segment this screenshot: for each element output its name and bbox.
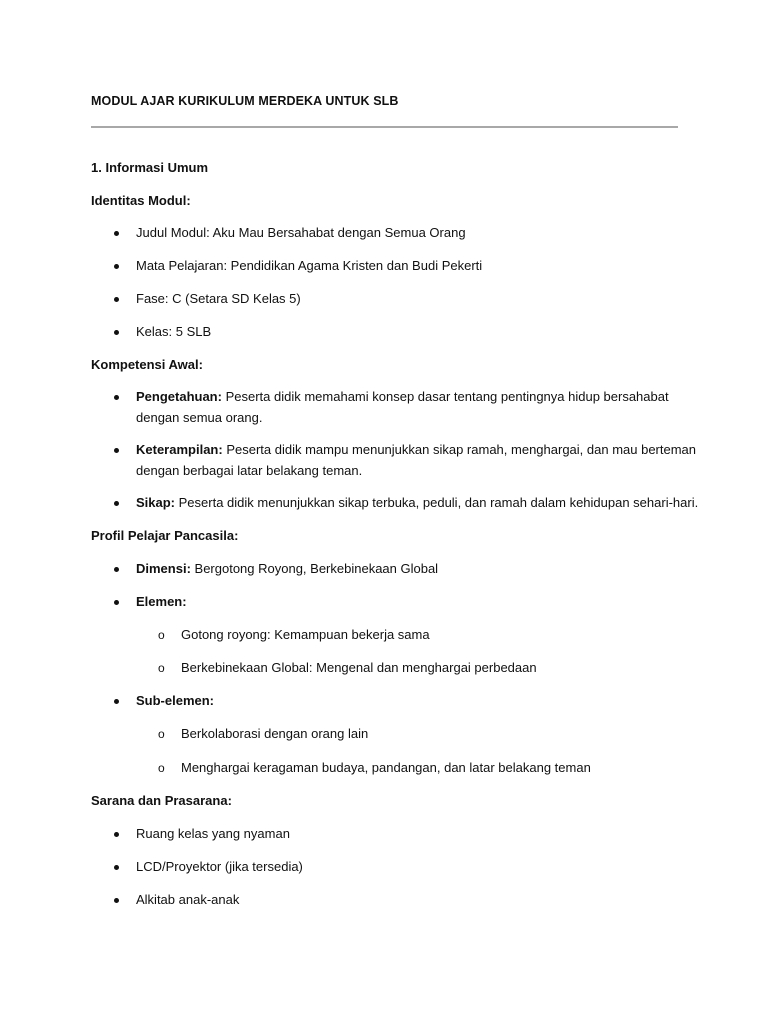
- bullet-icon: [114, 865, 119, 870]
- item-label: Sikap:: [136, 495, 176, 510]
- sub-list-item: Berkolaborasi dengan orang lain: [181, 726, 369, 741]
- item-text: Peserta didik mampu menunjukkan sikap ramah, menghargai, dan mau berteman: [222, 442, 697, 457]
- bullet-icon: [114, 231, 119, 236]
- list-item: LCD/Proyektor (jika tersedia): [136, 859, 303, 874]
- list-item-sikap: [136, 495, 698, 511]
- subheading-profil-pelajar-pancasila: Profil Pelajar Pancasila:: [91, 528, 239, 543]
- sub-list-item: Gotong royong: Kemampuan bekerja sama: [181, 627, 430, 642]
- list-item-elemen: [136, 594, 187, 610]
- list-item: Kelas: 5 SLB: [136, 324, 212, 339]
- list-item-subelemen: [136, 693, 214, 709]
- bullet-icon: [114, 395, 119, 400]
- bullet-icon: [114, 699, 119, 704]
- list-item: Judul Modul: Aku Mau Bersahabat dengan Semua Orang: [136, 225, 466, 240]
- bullet-icon: [114, 832, 119, 837]
- item-label: Keterampilan:: [136, 442, 223, 457]
- subheading-identitas-modul: Identitas Modul:: [91, 193, 191, 208]
- list-item-keterampilan: [136, 442, 696, 458]
- sub-bullet-icon: o: [158, 628, 165, 642]
- bullet-icon: [114, 297, 119, 302]
- title-divider: [91, 126, 678, 128]
- bullet-icon: [114, 264, 119, 269]
- list-item-continuation: dengan berbagai latar belakang teman.: [136, 463, 363, 478]
- sub-bullet-icon: o: [158, 761, 165, 775]
- item-text: Peserta didik memahami konsep dasar tentang pentingnya hidup bersahabat: [221, 389, 669, 404]
- bullet-icon: [114, 898, 119, 903]
- subheading-kompetensi-awal: Kompetensi Awal:: [91, 357, 203, 372]
- bullet-icon: [114, 567, 119, 572]
- list-item: Alkitab anak-anak: [136, 892, 240, 907]
- list-item-continuation: dengan semua orang.: [136, 410, 263, 425]
- list-item: Fase: C (Setara SD Kelas 5): [136, 291, 301, 306]
- subheading-sarana-prasarana: Sarana dan Prasarana:: [91, 793, 232, 808]
- sub-bullet-icon: o: [158, 661, 165, 675]
- sub-list-item: Berkebinekaan Global: Mengenal dan menghargai perbedaan: [181, 660, 537, 675]
- item-label: Elemen:: [136, 594, 187, 609]
- item-text: Peserta didik menunjukkan sikap terbuka, peduli, dan ramah dalam kehidupan sehari-hari.: [175, 495, 699, 510]
- list-item-dimensi: [136, 561, 438, 577]
- item-label: Pengetahuan:: [136, 389, 222, 404]
- list-item: Mata Pelajaran: Pendidikan Agama Kristen dan Budi Pekerti: [136, 258, 483, 273]
- bullet-icon: [114, 600, 119, 605]
- list-item: Ruang kelas yang nyaman: [136, 826, 290, 841]
- bullet-icon: [114, 330, 119, 335]
- item-label: Sub-elemen:: [136, 693, 215, 708]
- bullet-icon: [114, 501, 119, 506]
- section-heading-informasi-umum: 1. Informasi Umum: [91, 160, 209, 175]
- sub-bullet-icon: o: [158, 727, 165, 741]
- bullet-icon: [114, 448, 119, 453]
- item-text: Bergotong Royong, Berkebinekaan Global: [190, 561, 439, 576]
- list-item-pengetahuan: [136, 389, 669, 405]
- document-title: MODUL AJAR KURIKULUM MERDEKA UNTUK SLB: [91, 94, 399, 108]
- sub-list-item: Menghargai keragaman budaya, pandangan, dan latar belakang teman: [181, 760, 591, 775]
- item-label: Dimensi:: [136, 561, 191, 576]
